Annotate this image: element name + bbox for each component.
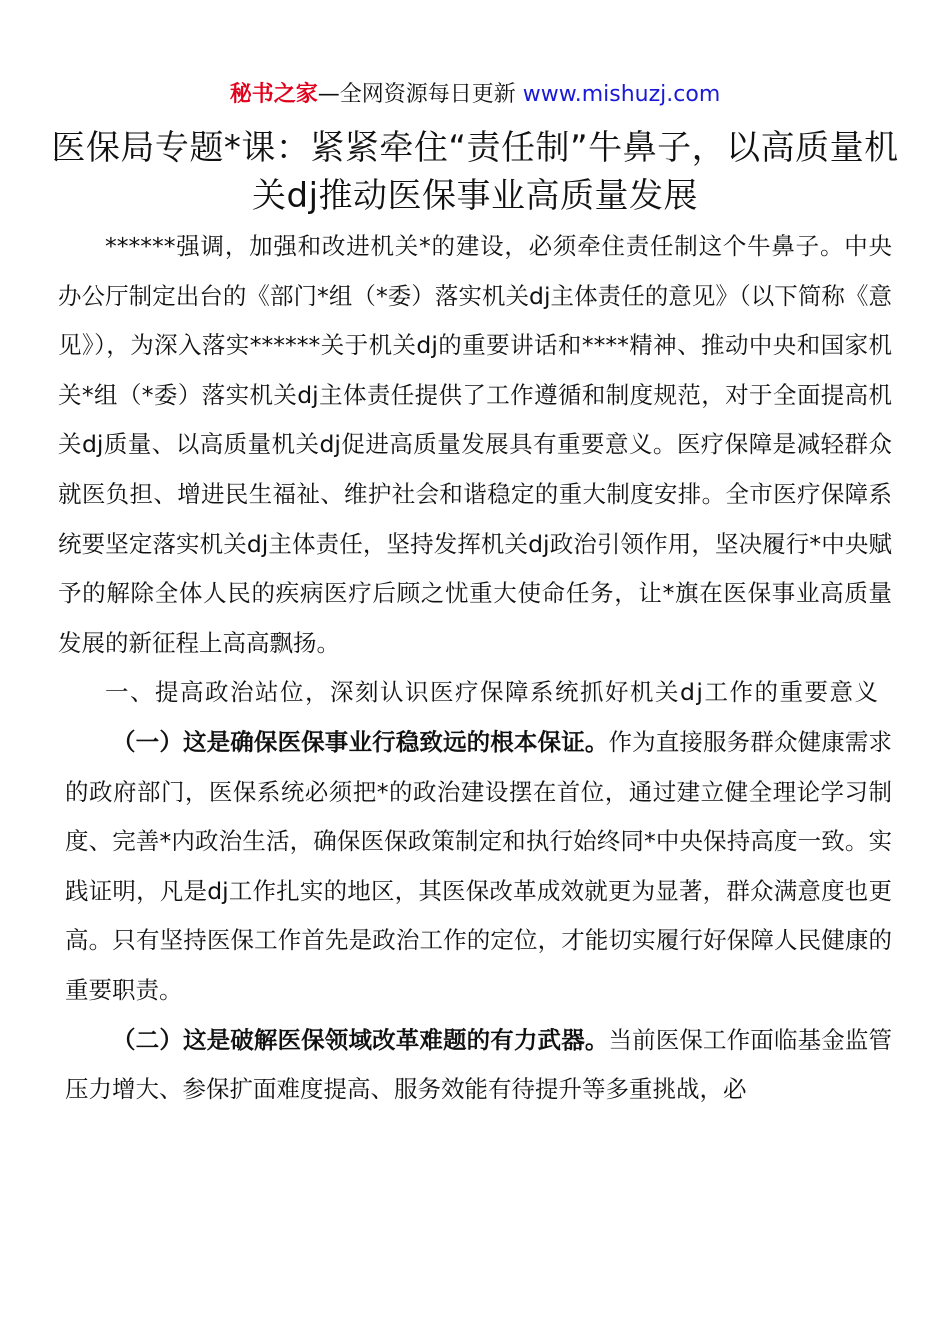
subsection-2-lead: （二）这是破解医保领域改革难题的有力武器。 [112, 1025, 609, 1054]
section-heading-1: 一、提高政治站位，深刻认识医疗保障系统抓好机关dj工作的重要意义 [105, 678, 880, 707]
subsection-2-paragraph [58, 1016, 892, 1115]
brand-name: 秘书之家 [229, 82, 318, 107]
document-title: 医保局专题*课：紧紧牵住“责任制”牛鼻子，以高质量机关dj推动医保事业高质量发展 [51, 128, 899, 216]
document-body [58, 222, 892, 1115]
site-header [0, 80, 950, 110]
site-url-link[interactable]: www.mishuzj.com [522, 82, 721, 107]
subsection-1-paragraph [58, 718, 892, 1016]
site-tagline: —全网资源每日更新 [317, 82, 523, 107]
subsection-1-lead: （一）这是确保医保事业行稳致远的根本保证。 [112, 727, 609, 756]
subsection-1-body: 作为直接服务群众健康需求的政府部门，医保系统必须把*的政治建设摆在首位，通过建立健全理论学习制度、完善*内政治生活，确保医保政策制定和执行始终同*中央保持高度一致。实践证明，凡是dj工作扎实的地区，其医保改革成效就更为显著，群众满意度也更高。只有坚持医保工作首先是政治工作的定位，才能切实履行好保障人民健康的重要职责。 [65, 727, 892, 1004]
intro-paragraph: ******强调，加强和改进机关*的建设，必须牵住责任制这个牛鼻子。中央办公厅制定出台的《部门*组（*委）落实机关dj主体责任的意见》（以下简称《意见》），为深入落实******关于机关dj的重要讲话和****精神、推动中央和国家机关*组（*委）落实机关dj主体责任提供了工作遵循和制度规范，对于全面提高机关dj质量、以高质量机关dj促进高质量发展具有重要意义。医疗保障是减轻群众就医负担、增进民生福祉、维护社会和谐稳定的重大制度安排。全市医疗保障系统要坚定落实机关dj主体责任，坚持发挥机关dj政治引领作用，坚决履行*中央赋予的解除全体人民的疾病医疗后顾之忧重大使命任务，让*旗在医保事业高质量发展的新征程上高高飘扬。 [58, 232, 892, 657]
subsection-2-body: 当前医保工作面临基金监管压力增大、参保扩面难度提高、服务效能有待提升等多重挑战，必 [65, 1025, 892, 1104]
